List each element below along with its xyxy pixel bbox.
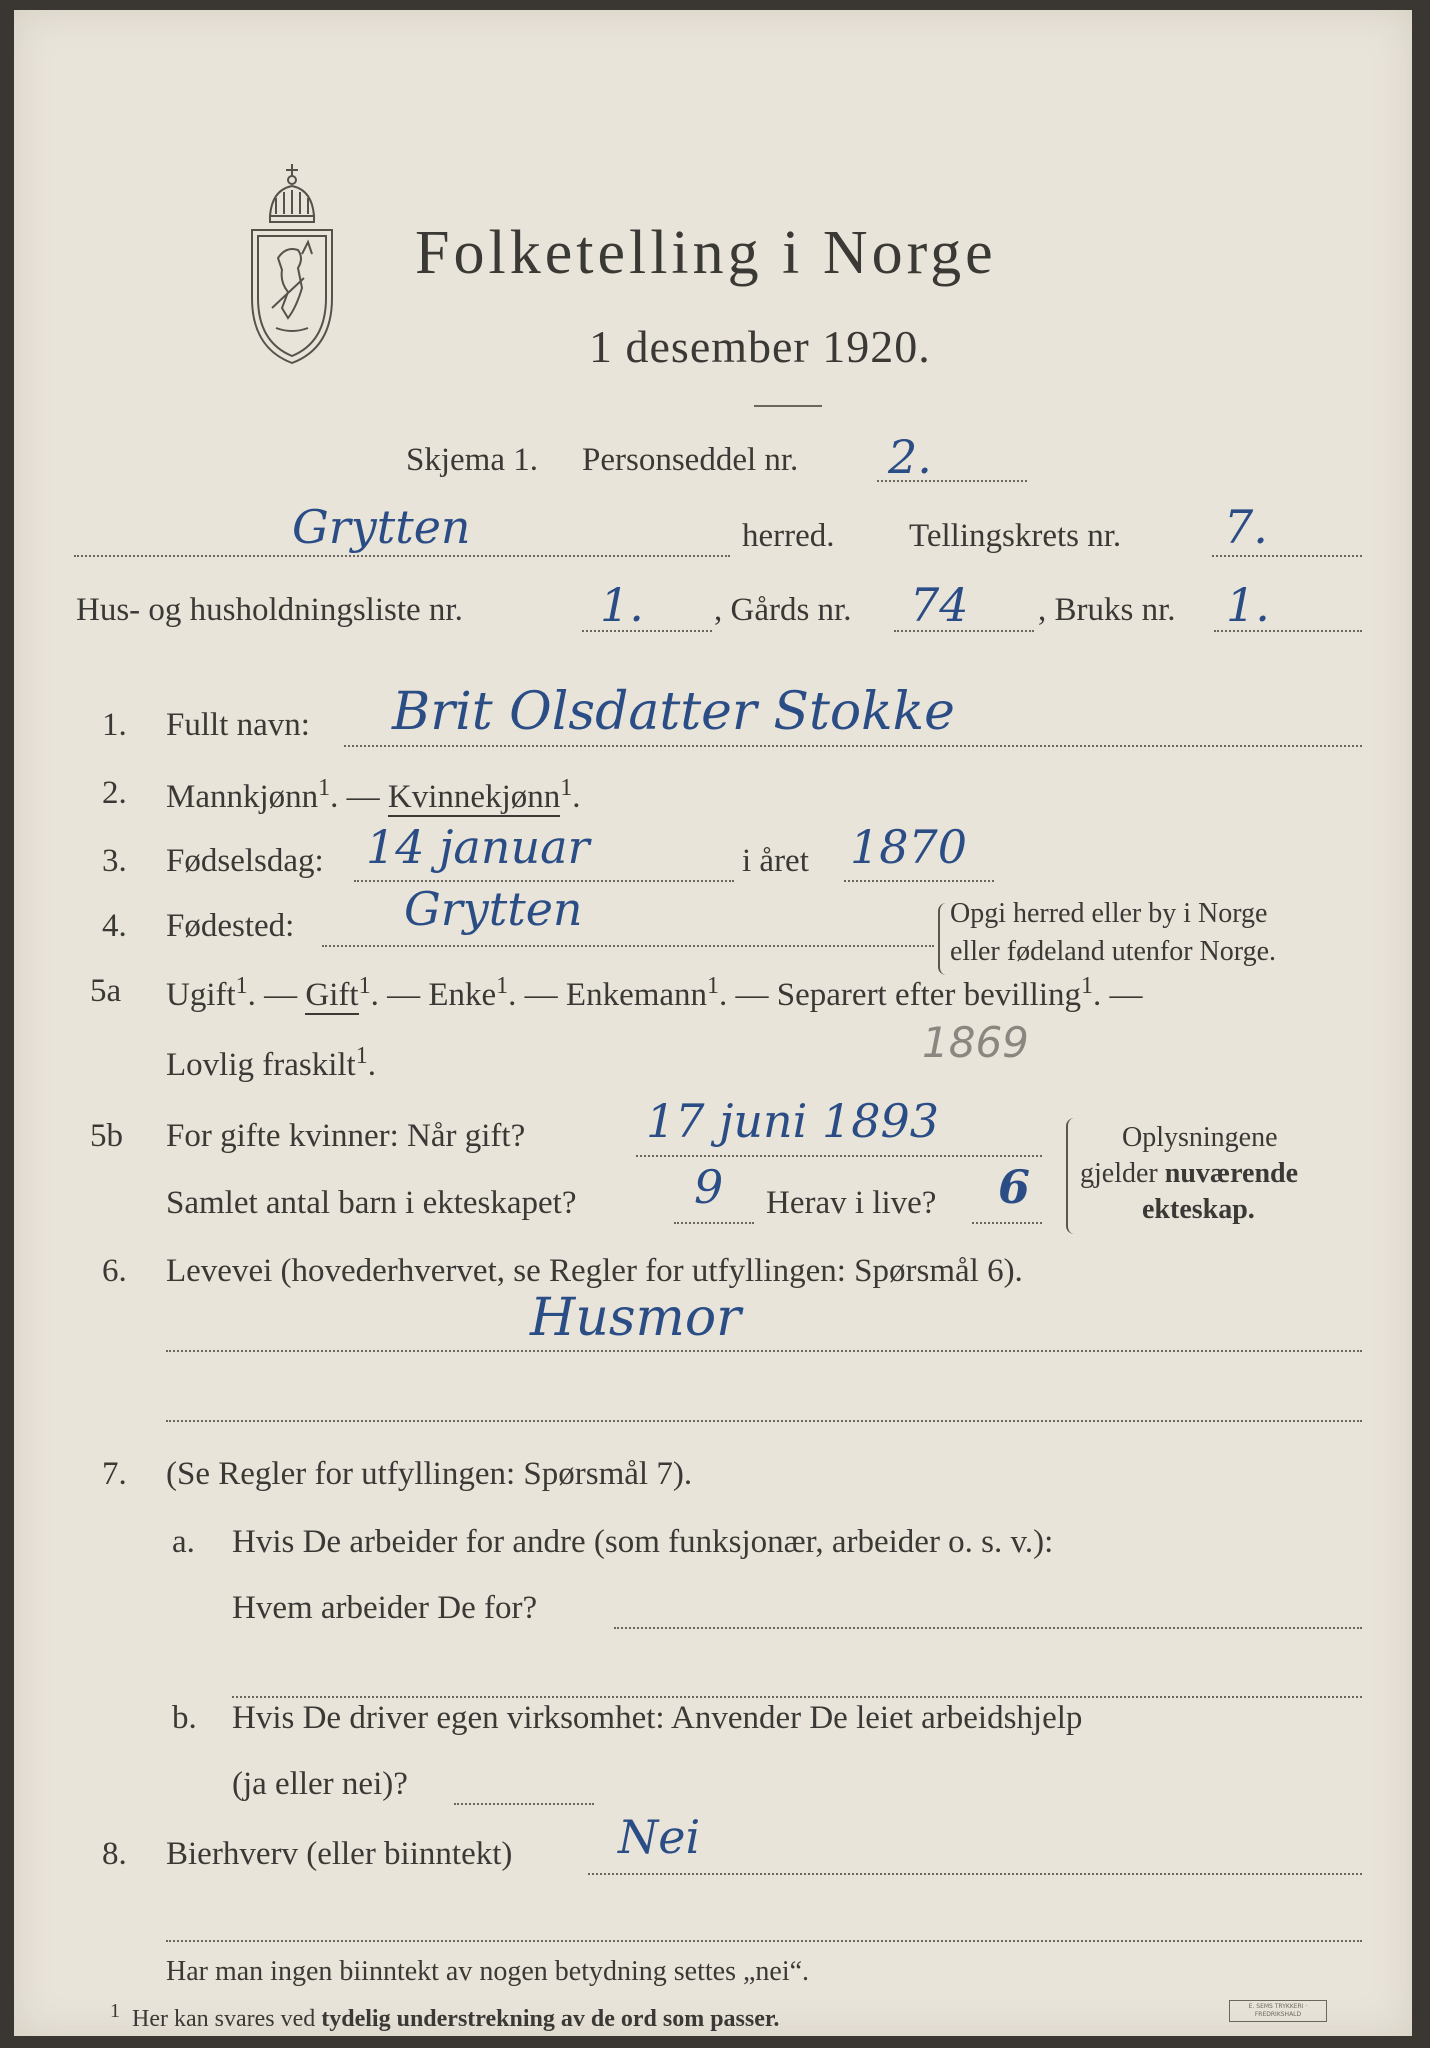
birth-year-field[interactable] (844, 880, 994, 882)
q3-label: Fødselsdag: (166, 843, 324, 879)
q7a-letter: a. (172, 1524, 195, 1560)
birthday-value: 14 januar (366, 820, 590, 874)
birthplace-note-brace (938, 903, 948, 975)
no-income-note: Har man ingen biinntekt av nogen betydning settes „nei“. (166, 1956, 810, 1987)
occupation-field-2[interactable] (166, 1420, 1362, 1422)
birth-year-value: 1870 (850, 820, 968, 874)
fraskilt-option[interactable]: Lovlig fraskilt (166, 1047, 356, 1083)
male-option[interactable]: Mannkjønn (166, 779, 319, 815)
q1-number: 1. (102, 707, 127, 743)
form-title: Folketelling i Norge (415, 219, 997, 287)
ugift-option[interactable]: Ugift (166, 977, 236, 1013)
fraskilt-line: Lovlig fraskilt$^1$. (166, 1043, 376, 1083)
pencil-annotation: 1869 (922, 1018, 1029, 1067)
birthplace-note-2: eller fødeland utenfor Norge. (950, 936, 1277, 967)
children-value: 9 (694, 1160, 724, 1214)
herred-label: herred. (742, 518, 835, 554)
footnote-marker: 1 (235, 973, 248, 999)
occupation-field-1[interactable] (166, 1350, 1362, 1352)
children-field[interactable] (674, 1222, 754, 1224)
gender-options (166, 775, 581, 816)
alive-label: Herav i live? (766, 1185, 937, 1221)
q5b-label: For gifte kvinner: Når gift? (166, 1118, 526, 1154)
footnote-marker: 1 (496, 973, 509, 999)
census-date: 1 desember 1920. (589, 321, 931, 372)
children-label: Samlet antal barn i ekteskapet? (166, 1185, 577, 1221)
marital-status-options: Ugift$^1$. — Gift$^1$. — Enke$^1$. — Enkemann$^1$. — Separert efter bevilling$^1$. — (166, 973, 1143, 1013)
q7b-letter: b. (172, 1700, 197, 1736)
footnote (110, 2000, 779, 2033)
norwegian-coat-of-arms-icon (242, 158, 342, 373)
skjema-label: Skjema 1. (406, 442, 538, 478)
q7a-text: Hvis De arbeider for andre (som funksjonær, arbeider o. s. v.): (232, 1524, 1054, 1560)
q7b-question: (ja eller nei)? (232, 1766, 408, 1802)
hired-help-field[interactable] (454, 1803, 594, 1805)
full-name-value: Brit Olsdatter Stokke (392, 682, 955, 742)
alive-value: 6 (998, 1160, 1031, 1214)
enke-option[interactable]: Enke (428, 977, 497, 1013)
personseddel-label: Personseddel nr. (582, 442, 799, 478)
side-income-field[interactable] (588, 1873, 1362, 1875)
q6-number: 6. (102, 1253, 127, 1289)
husliste-value: 1. (600, 578, 644, 632)
q7b-text: Hvis De driver egen virksomhet: Anvender De leiet arbeidshjelp (232, 1700, 1083, 1736)
footnote-text-b: tydelig understrekning av de ord som passer. (321, 2006, 780, 2032)
side-income-field-2[interactable] (166, 1940, 1362, 1942)
employer-field-2[interactable] (232, 1696, 1362, 1698)
tellingskrets-label: Tellingskrets nr. (909, 518, 1122, 554)
enkemann-option[interactable]: Enkemann (565, 977, 708, 1013)
bruks-value: 1. (1226, 578, 1270, 632)
tellingskrets-value: 7. (1224, 500, 1268, 554)
alive-field[interactable] (972, 1222, 1042, 1224)
footnote-number: 1 (110, 2000, 120, 2022)
herred-value: Grytten (292, 500, 471, 554)
q8-number: 8. (102, 1836, 127, 1872)
marriage-note-2a: gjelder (1080, 1158, 1165, 1189)
side-income-value: Nei (618, 1810, 701, 1864)
q3-number: 3. (102, 843, 127, 879)
q7a-question: Hvem arbeider De for? (232, 1590, 538, 1626)
printer-stamp: E. SEMS TRYKKERI · FREDRIKSHALD (1229, 2000, 1327, 2022)
footnote-marker: 1 (560, 775, 573, 801)
marriage-note-2 (1080, 1158, 1298, 1190)
marriage-date-value: 17 juni 1893 (646, 1094, 940, 1148)
census-form (14, 10, 1412, 2036)
husliste-label: Hus- og husholdningsliste nr. (76, 592, 463, 628)
q4-number: 4. (102, 908, 127, 944)
bruks-label: , Bruks nr. (1038, 592, 1176, 628)
separator: . — (330, 779, 388, 815)
q7-number: 7. (102, 1456, 127, 1492)
marriage-date-field[interactable] (636, 1155, 1042, 1157)
marriage-note-1: Oplysningene (1122, 1122, 1278, 1153)
separert-option[interactable]: Separert efter bevilling (776, 977, 1081, 1013)
marriage-note-3: ekteskap. (1142, 1194, 1255, 1225)
gards-value: 74 (910, 578, 969, 632)
title-divider (754, 405, 822, 407)
occupation-value: Husmor (530, 1288, 741, 1348)
period: . (572, 779, 581, 815)
employer-field[interactable] (614, 1627, 1362, 1629)
birthplace-field[interactable] (322, 945, 934, 947)
footnote-marker: 1 (358, 973, 371, 999)
q5b-number: 5b (90, 1118, 123, 1154)
marriage-note-2b: nuværende (1164, 1158, 1299, 1189)
footnote-text-a: Her kan svares ved (132, 2006, 322, 2032)
footnote-marker: 1 (318, 775, 331, 801)
gards-label: , Gårds nr. (714, 592, 852, 628)
birthplace-note-1: Opgi herred eller by i Norge (950, 898, 1268, 929)
tellingskrets-field[interactable] (1212, 555, 1362, 557)
q7-label: (Se Regler for utfyllingen: Spørsmål 7). (166, 1456, 693, 1492)
year-label: i året (742, 843, 809, 879)
birthplace-value: Grytten (404, 882, 583, 936)
q8-label: Bierhverv (eller biinntekt) (166, 1836, 513, 1872)
footnote-marker: 1 (707, 973, 720, 999)
marriage-note-brace (1066, 1118, 1078, 1234)
herred-field[interactable] (74, 555, 730, 557)
footnote-marker: 1 (1080, 973, 1093, 999)
q5a-number: 5a (90, 973, 122, 1009)
q2-number: 2. (102, 775, 127, 811)
female-option-selected[interactable]: Kvinnekjønn (387, 779, 561, 815)
gift-option-selected[interactable]: Gift (305, 977, 359, 1013)
q1-label: Fullt navn: (166, 707, 310, 743)
q6-label: Levevei (hovederhvervet, se Regler for utfyllingen: Spørsmål 6). (166, 1253, 1023, 1289)
q4-label: Fødested: (166, 908, 295, 944)
footnote-marker: 1 (355, 1043, 368, 1069)
personseddel-value: 2. (888, 430, 932, 484)
full-name-field[interactable] (344, 745, 1362, 747)
